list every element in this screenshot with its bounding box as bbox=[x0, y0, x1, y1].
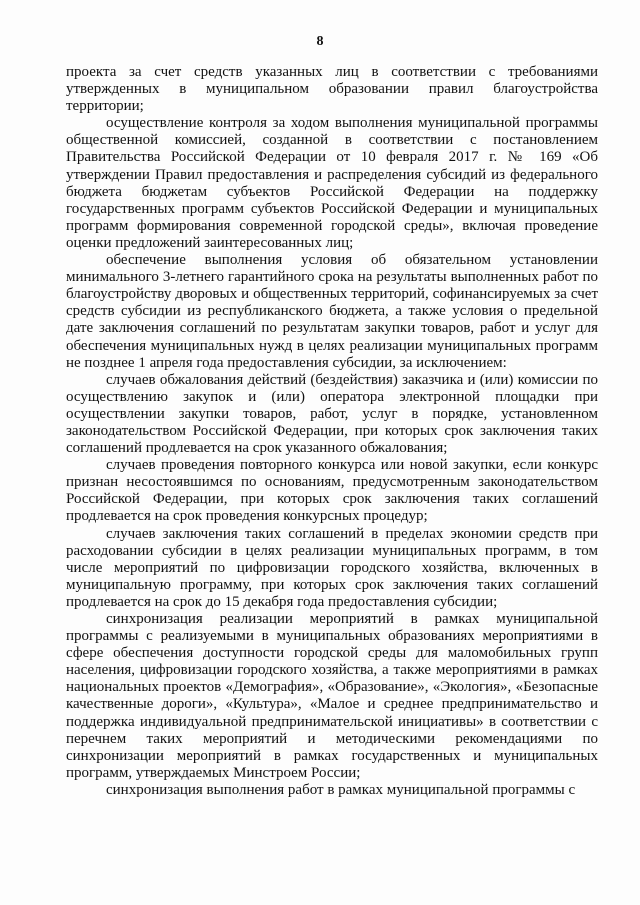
paragraph: случаев обжалования действий (бездействия) заказчика и (или) комиссии по осуществлению закупок и (или) оператора электронной площадки при осуществлении закупки товаров, работ, услуг в порядке, установленном законодательством Российской Федерации, при которых срок заключения таких соглашений продлевается на срок указанного обжалования; bbox=[66, 371, 598, 457]
paragraph: проекта за счет средств указанных лиц в соответствии с требованиями утвержденных в муниципальном образовании правил благоустройства территории; bbox=[66, 64, 598, 115]
paragraph: синхронизация реализации мероприятий в рамках муниципальной программы с реализуемыми в муниципальных образованиях мероприятиями в сфере обеспечения доступности городской среды для маломобильных групп населения, цифровизации городского хозяйства, а также мероприятиями в рамках национальных проектов «Демография», «Образование», «Экология», «Безопасные качественные дороги», «Культура», «Малое и среднее предпринимательство и поддержка индивидуальной предпринимательской инициативы» в соответствии с перечнем таких мероприятий и методическими рекомендациями по синхронизации мероприятий в рамках государственных и муниципальных программ, утверждаемых Минстроем России; bbox=[66, 611, 598, 781]
paragraph: синхронизация выполнения работ в рамках муниципальной программы с bbox=[106, 781, 576, 798]
page-number: 8 bbox=[316, 34, 324, 49]
paragraph: обеспечение выполнения условия об обязательном установлении минимального 3-летнего гарантийного срока на результаты выполненных работ по благоустройству дворовых и общественных территорий, софинансируемых за счет средств субсидии из республиканского бюджета, а также условия о предельной дате заключения соглашений по результатам закупки товаров, работ и услуг для обеспечения муниципальных нужд в целях реализации муниципальных программ не позднее 1 апреля года предоставления субсидии, за исключением: bbox=[66, 252, 598, 371]
paragraph: осуществление контроля за ходом выполнения муниципальной программы общественной комиссией, созданной в соответствии с постановлением Правительства Российской Федерации от 10 февраля 2017 г. № 169 «Об утверждении Правил предоставления и распределения субсидий из федерального бюджета бюджетам субъектов Российской Федерации на поддержку государственных программ субъектов Российской Федерации и муниципальных программ формирования современной городской среды», включая проведение оценки предложений заинтересованных лиц; bbox=[66, 115, 598, 251]
paragraph: случаев заключения таких соглашений в пределах экономии средств при расходовании субсидии в целях реализации муниципальных программ, в том числе мероприятий по цифровизации городского хозяйства, включенных в муниципальную программу, при которых срок заключения таких соглашений продлевается на срок до 15 декабря года предоставления субсидии; bbox=[66, 525, 598, 610]
document-body bbox=[66, 64, 598, 799]
paragraph: случаев проведения повторного конкурса или новой закупки, если конкурс признан несостоявшимся по основаниям, предусмотренным законодательством Российской Федерации, при которых срок заключения таких соглашений продлевается на срок проведения конкурсных процедур; bbox=[66, 457, 598, 525]
